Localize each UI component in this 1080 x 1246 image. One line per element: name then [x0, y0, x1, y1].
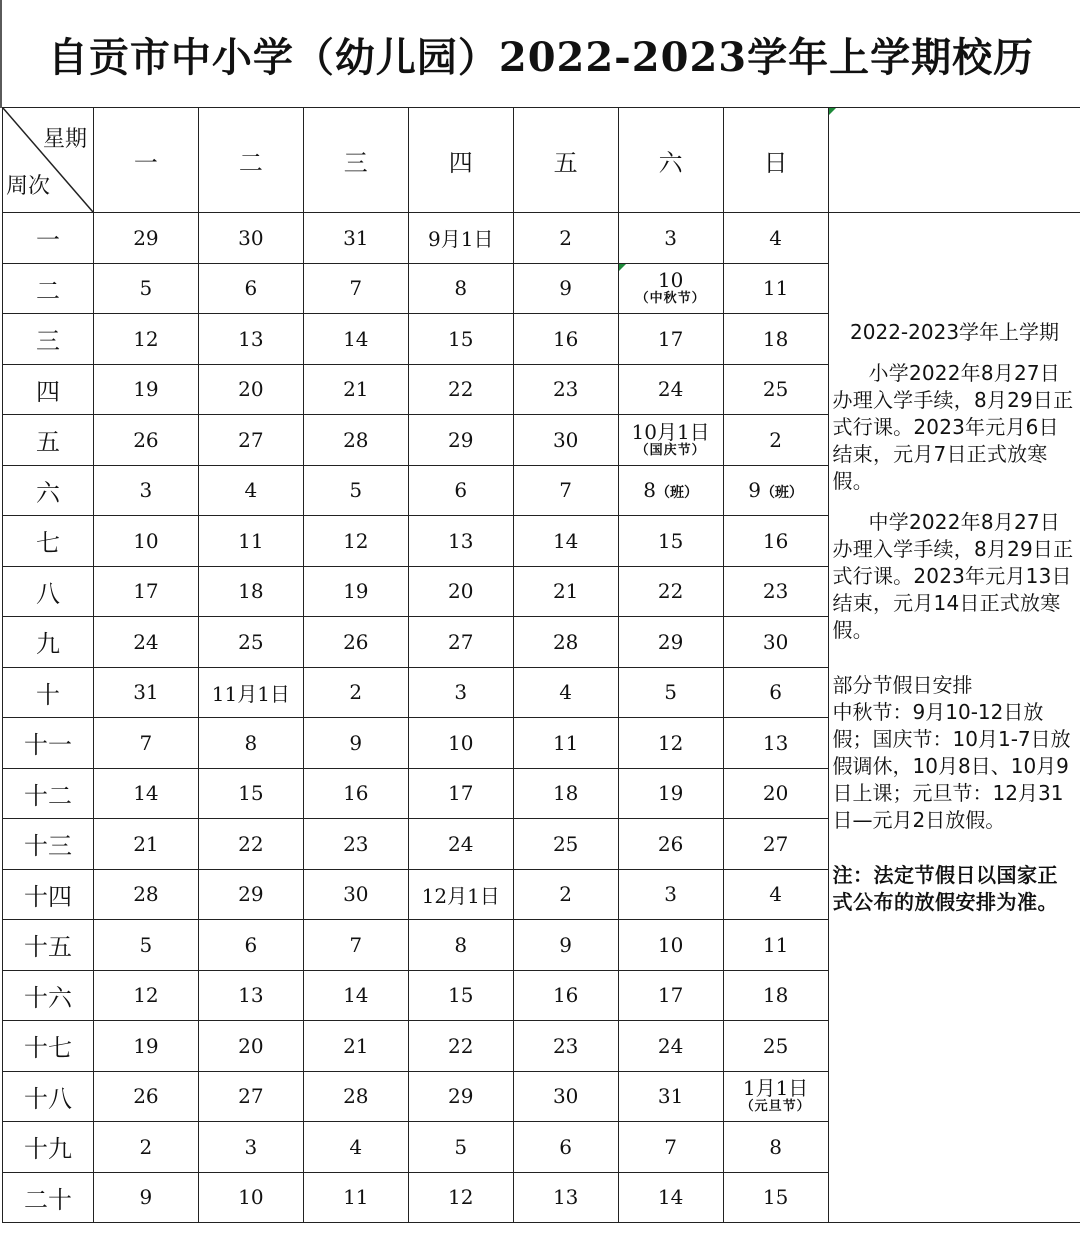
day-cell: 2 — [93, 1122, 198, 1173]
day-cell: 23 — [513, 1021, 618, 1072]
week-label: 二 — [3, 263, 94, 314]
day-cell: 28 — [303, 1071, 408, 1122]
primary-school-schedule: 小学2022年8月27日办理入学手续，8月29日正式行课。2023年元月6日结束，元月7日正式放寒假。 — [832, 361, 1074, 493]
day-cell: 30 — [198, 213, 303, 264]
day-cell — [618, 415, 723, 466]
day-cell: 26 — [303, 617, 408, 668]
day-cell: 26 — [618, 819, 723, 870]
day-cell: 8 — [723, 1122, 828, 1173]
day-cell: 15 — [618, 516, 723, 567]
day-cell: 2 — [513, 213, 618, 264]
day-cell: 12月1日 — [408, 869, 513, 920]
day-cell: 31 — [93, 667, 198, 718]
day-cell: 6 — [198, 263, 303, 314]
day-cell: 24 — [618, 1021, 723, 1072]
header-day: 四 — [408, 108, 513, 213]
week-label: 一 — [3, 213, 94, 264]
day-cell: 5 — [93, 263, 198, 314]
day-cell: 22 — [618, 566, 723, 617]
day-cell: 9 — [303, 718, 408, 769]
side-notes-panel — [828, 213, 1080, 1223]
day-cell: 7 — [513, 465, 618, 516]
day-cell: 14 — [93, 768, 198, 819]
day-number: 9 — [748, 478, 761, 503]
day-cell: 23 — [723, 566, 828, 617]
day-cell: 9 — [93, 1172, 198, 1223]
day-cell: 16 — [303, 768, 408, 819]
day-cell: 8 — [408, 920, 513, 971]
week-row — [3, 213, 1080, 264]
day-cell: 14 — [303, 314, 408, 365]
week-label: 十八 — [3, 1071, 94, 1122]
day-cell: 3 — [198, 1122, 303, 1173]
day-cell: 11 — [723, 263, 828, 314]
holiday-note: （中秋节） — [635, 291, 706, 307]
day-number: 10 — [657, 268, 684, 293]
week-label: 十七 — [3, 1021, 94, 1072]
day-cell: 20 — [723, 768, 828, 819]
day-cell: 17 — [93, 566, 198, 617]
week-label: 十四 — [3, 869, 94, 920]
day-cell: 30 — [303, 869, 408, 920]
week-label: 七 — [3, 516, 94, 567]
day-cell: 6 — [513, 1122, 618, 1173]
week-label: 五 — [3, 415, 94, 466]
day-cell: 20 — [408, 566, 513, 617]
day-cell: 15 — [408, 970, 513, 1021]
day-cell: 4 — [198, 465, 303, 516]
day-cell: 8 — [198, 718, 303, 769]
day-cell: 29 — [408, 415, 513, 466]
day-cell: 24 — [93, 617, 198, 668]
corner-label-weekday: 星期 — [42, 127, 87, 152]
day-cell: 14 — [618, 1172, 723, 1223]
day-cell: 30 — [723, 617, 828, 668]
day-cell: 17 — [408, 768, 513, 819]
day-cell: 4 — [513, 667, 618, 718]
day-cell: 13 — [408, 516, 513, 567]
workday-note: （班） — [655, 485, 698, 502]
week-label: 十二 — [3, 768, 94, 819]
header-day: 五 — [513, 108, 618, 213]
day-cell — [723, 465, 828, 516]
day-cell: 29 — [618, 617, 723, 668]
day-cell: 21 — [303, 364, 408, 415]
day-cell: 10 — [198, 1172, 303, 1223]
calendar-title: 自贡市中小学（幼儿园）2022-2023学年上学期校历 — [0, 0, 1080, 108]
week-label: 八 — [3, 566, 94, 617]
day-cell: 23 — [513, 364, 618, 415]
day-cell: 12 — [618, 718, 723, 769]
day-cell: 11 — [513, 718, 618, 769]
day-number: 1月1日 — [742, 1076, 809, 1101]
day-cell: 21 — [513, 566, 618, 617]
day-cell: 31 — [618, 1071, 723, 1122]
side-header-cell — [828, 108, 1080, 213]
day-cell: 22 — [408, 1021, 513, 1072]
day-cell: 22 — [198, 819, 303, 870]
day-cell: 15 — [723, 1172, 828, 1223]
week-label: 三 — [3, 314, 94, 365]
day-cell: 18 — [198, 566, 303, 617]
week-label: 六 — [3, 465, 94, 516]
day-cell: 12 — [408, 1172, 513, 1223]
school-calendar-table — [2, 107, 1080, 1223]
day-cell: 24 — [618, 364, 723, 415]
day-cell: 7 — [93, 718, 198, 769]
week-label: 十三 — [3, 819, 94, 870]
day-cell: 21 — [93, 819, 198, 870]
header-day: 二 — [198, 108, 303, 213]
comment-marker-icon — [619, 264, 626, 271]
comment-marker-icon — [829, 108, 836, 115]
day-cell: 13 — [198, 970, 303, 1021]
day-cell: 19 — [93, 364, 198, 415]
day-cell: 31 — [303, 213, 408, 264]
day-cell: 25 — [513, 819, 618, 870]
day-cell: 18 — [513, 768, 618, 819]
day-cell: 29 — [198, 869, 303, 920]
corner-label-week: 周次 — [6, 174, 51, 199]
day-cell: 27 — [198, 1071, 303, 1122]
week-label: 二十 — [3, 1172, 94, 1223]
day-cell: 19 — [93, 1021, 198, 1072]
day-cell: 28 — [303, 415, 408, 466]
day-cell: 9月1日 — [408, 213, 513, 264]
holiday-note: （元旦节） — [740, 1099, 811, 1115]
week-label: 十五 — [3, 920, 94, 971]
day-cell: 4 — [303, 1122, 408, 1173]
day-cell: 10 — [408, 718, 513, 769]
day-cell: 27 — [723, 819, 828, 870]
day-cell: 21 — [303, 1021, 408, 1072]
day-cell: 4 — [723, 213, 828, 264]
day-cell: 27 — [408, 617, 513, 668]
side-notes-content — [833, 213, 1077, 916]
day-cell: 13 — [198, 314, 303, 365]
day-cell: 11 — [303, 1172, 408, 1223]
day-cell: 6 — [198, 920, 303, 971]
week-label: 十九 — [3, 1122, 94, 1173]
term-heading: 2022-2023学年上学期 — [850, 320, 1060, 344]
day-cell: 7 — [303, 920, 408, 971]
legal-holiday-note: 注：法定节假日以国家正式公布的放假安排为准。 — [832, 863, 1059, 914]
day-cell: 7 — [618, 1122, 723, 1173]
day-cell: 23 — [303, 819, 408, 870]
day-cell: 2 — [723, 415, 828, 466]
day-cell — [618, 263, 723, 314]
day-cell: 12 — [93, 314, 198, 365]
header-day: 一 — [93, 108, 198, 213]
day-cell: 25 — [723, 1021, 828, 1072]
day-cell: 26 — [93, 415, 198, 466]
day-cell: 25 — [198, 617, 303, 668]
day-cell: 6 — [408, 465, 513, 516]
day-cell: 13 — [723, 718, 828, 769]
day-cell: 26 — [93, 1071, 198, 1122]
day-cell: 24 — [408, 819, 513, 870]
day-cell: 3 — [618, 869, 723, 920]
day-cell — [618, 465, 723, 516]
day-cell: 2 — [513, 869, 618, 920]
day-cell: 2 — [303, 667, 408, 718]
header-corner — [3, 108, 94, 213]
day-cell: 29 — [93, 213, 198, 264]
day-cell: 5 — [93, 920, 198, 971]
week-label: 十一 — [3, 718, 94, 769]
day-cell: 13 — [513, 1172, 618, 1223]
day-number: 8 — [643, 478, 656, 503]
holiday-note: （国庆节） — [635, 442, 706, 458]
day-cell — [723, 1071, 828, 1122]
day-cell: 15 — [198, 768, 303, 819]
day-cell: 5 — [303, 465, 408, 516]
day-cell: 20 — [198, 364, 303, 415]
day-cell: 4 — [723, 869, 828, 920]
day-cell: 28 — [93, 869, 198, 920]
holiday-text: 中秋节：9月10-12日放假；国庆节：10月1-7日放假调休，10月8日、10月9日上课；元旦节：12月31日—元月2日放假。 — [832, 700, 1071, 832]
week-label: 四 — [3, 364, 94, 415]
day-cell: 11 — [723, 920, 828, 971]
day-cell: 29 — [408, 1071, 513, 1122]
day-cell: 3 — [618, 213, 723, 264]
day-cell: 30 — [513, 415, 618, 466]
day-cell: 6 — [723, 667, 828, 718]
holiday-arrangement — [833, 672, 1077, 834]
day-cell: 10 — [93, 516, 198, 567]
day-cell: 19 — [303, 566, 408, 617]
day-cell: 20 — [198, 1021, 303, 1072]
day-cell: 3 — [408, 667, 513, 718]
day-cell: 5 — [408, 1122, 513, 1173]
week-label: 十六 — [3, 970, 94, 1021]
workday-note: （班） — [760, 485, 803, 502]
day-cell: 16 — [723, 516, 828, 567]
day-cell: 11月1日 — [198, 667, 303, 718]
day-cell: 14 — [303, 970, 408, 1021]
day-cell: 11 — [198, 516, 303, 567]
day-cell: 15 — [408, 314, 513, 365]
header-row — [3, 108, 1080, 213]
day-cell: 7 — [303, 263, 408, 314]
middle-school-schedule: 中学2022年8月27日办理入学手续，8月29日正式行课。2023年元月13日结束，元月14日正式放寒假。 — [832, 510, 1074, 642]
week-label: 九 — [3, 617, 94, 668]
day-cell: 8 — [408, 263, 513, 314]
day-cell: 25 — [723, 364, 828, 415]
day-cell: 27 — [198, 415, 303, 466]
day-cell: 12 — [93, 970, 198, 1021]
day-cell: 5 — [618, 667, 723, 718]
day-cell: 22 — [408, 364, 513, 415]
day-cell: 3 — [93, 465, 198, 516]
day-cell: 16 — [513, 970, 618, 1021]
header-day: 六 — [618, 108, 723, 213]
day-cell: 10 — [618, 920, 723, 971]
day-cell: 18 — [723, 314, 828, 365]
day-cell: 19 — [618, 768, 723, 819]
day-cell: 9 — [513, 263, 618, 314]
holiday-title: 部分节假日安排 — [832, 673, 973, 697]
day-cell: 17 — [618, 970, 723, 1021]
day-cell: 12 — [303, 516, 408, 567]
day-cell: 30 — [513, 1071, 618, 1122]
header-day: 日 — [723, 108, 828, 213]
day-cell: 14 — [513, 516, 618, 567]
week-label: 十 — [3, 667, 94, 718]
header-day: 三 — [303, 108, 408, 213]
day-cell: 17 — [618, 314, 723, 365]
day-cell: 28 — [513, 617, 618, 668]
day-number: 10月1日 — [631, 419, 710, 444]
day-cell: 16 — [513, 314, 618, 365]
day-cell: 9 — [513, 920, 618, 971]
day-cell: 18 — [723, 970, 828, 1021]
